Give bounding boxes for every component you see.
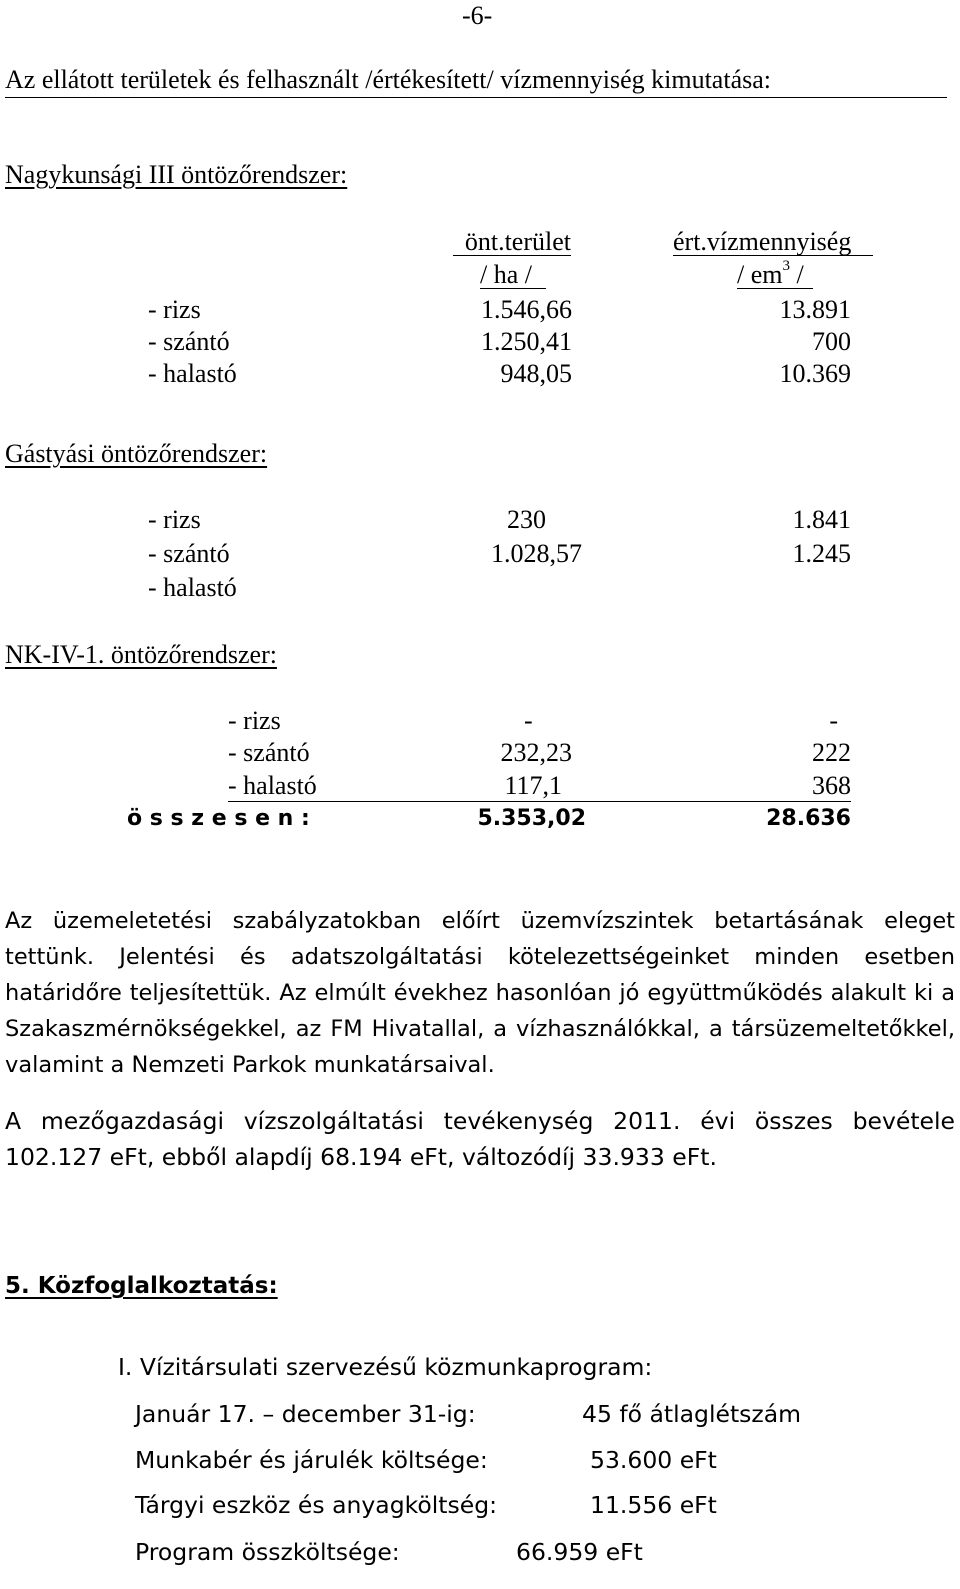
- row-label: - halastó: [228, 771, 317, 800]
- total-water: 28.636: [766, 806, 851, 831]
- row-label: - szántó: [228, 738, 310, 767]
- page-number: -6-: [462, 1, 493, 30]
- row-water: 368: [812, 771, 851, 800]
- row-label: - halastó: [148, 359, 237, 388]
- row-label: - rizs: [228, 706, 281, 735]
- row-area: 117,1: [504, 771, 562, 800]
- row-water: 222: [812, 738, 851, 767]
- system-title-gastyasi: Gástyási öntözőrendszer:: [5, 439, 268, 468]
- row-area: 232,23: [500, 738, 572, 767]
- system-title-nagykunsagi: Nagykunsági III öntözőrendszer:: [5, 160, 348, 189]
- total-label: ö s s z e s e n :: [127, 806, 310, 831]
- row-water: 700: [812, 327, 851, 356]
- item-value: 45 fő átlaglétszám: [582, 1400, 802, 1428]
- row-label: - szántó: [148, 539, 230, 568]
- item-label: Program összköltsége:: [135, 1538, 400, 1566]
- total-separator-rule: [228, 801, 851, 802]
- row-water: 13.891: [779, 295, 851, 324]
- item-label: Január 17. – december 31-ig:: [135, 1400, 476, 1428]
- row-water: -: [829, 706, 838, 735]
- row-label: - szántó: [148, 327, 230, 356]
- row-area: 1.546,66: [481, 295, 572, 324]
- area-header-underline: [453, 255, 571, 256]
- item-value: 53.600 eFt: [590, 1446, 717, 1474]
- row-label: - halastó: [148, 573, 237, 602]
- item-label: Munkabér és járulék költsége:: [135, 1446, 488, 1474]
- row-water: 10.369: [779, 359, 851, 388]
- water-unit: / $em^3$ /: [737, 258, 804, 289]
- program-title: I. Vízitársulati szervezésű közmunkaprogram:: [118, 1353, 653, 1381]
- row-area: -: [524, 706, 533, 735]
- paragraph-revenue: A mezőgazdasági vízszolgáltatási tevékenység 2011. évi összes bevétele 102.127 eFt, ebből alapdíj 68.194 eFt, változódíj 33.933 eFt.: [5, 1107, 955, 1171]
- heading-rule: [5, 97, 947, 98]
- page-heading: Az ellátott területek és felhasznált /értékesített/ vízmennyiség kimutatása:: [5, 65, 771, 94]
- item-value: 66.959 eFt: [516, 1538, 643, 1566]
- system-title-nk-iv-1: NK-IV-1. öntözőrendszer:: [5, 640, 277, 669]
- item-label: Tárgyi eszköz és anyagköltség:: [135, 1491, 498, 1519]
- row-water: 1.245: [792, 539, 851, 568]
- row-area: 1.250,41: [481, 327, 572, 356]
- water-unit-underline: [737, 288, 813, 289]
- row-area: 230: [507, 505, 546, 534]
- total-area: 5.353,02: [477, 806, 586, 831]
- paragraph-operations: Az üzemeletetési szabályzatokban előírt üzemvízszintek betartásának eleget tettünk. Jelentési és adatszolgáltatási kötelezettségeinket minden esetben határidőre teljesítettük. Az elmúlt évekhez hasonlóan jó együttműködés alakult ki a Szakaszmérnökségekkel, az FM Hivatallal, a vízhasználókkal, a társüzemeltetőkkel, valamint a Nemzeti Parkok munkatársaival.: [5, 908, 955, 1078]
- water-header-underline: [673, 255, 873, 256]
- item-value: 11.556 eFt: [590, 1491, 717, 1519]
- row-area: 948,05: [500, 359, 572, 388]
- row-water: 1.841: [792, 505, 851, 534]
- water-column-header: ért.vízmennyiség: [673, 227, 852, 256]
- row-label: - rizs: [148, 295, 201, 324]
- area-column-header: önt.terület: [464, 227, 571, 256]
- row-label: - rizs: [148, 505, 201, 534]
- area-unit-underline: [480, 288, 546, 289]
- section-title-kozfoglalkoztatas: 5. Közfoglalkoztatás:: [5, 1273, 278, 1299]
- area-unit: / ha /: [480, 260, 532, 289]
- row-area: 1.028,57: [491, 539, 582, 568]
